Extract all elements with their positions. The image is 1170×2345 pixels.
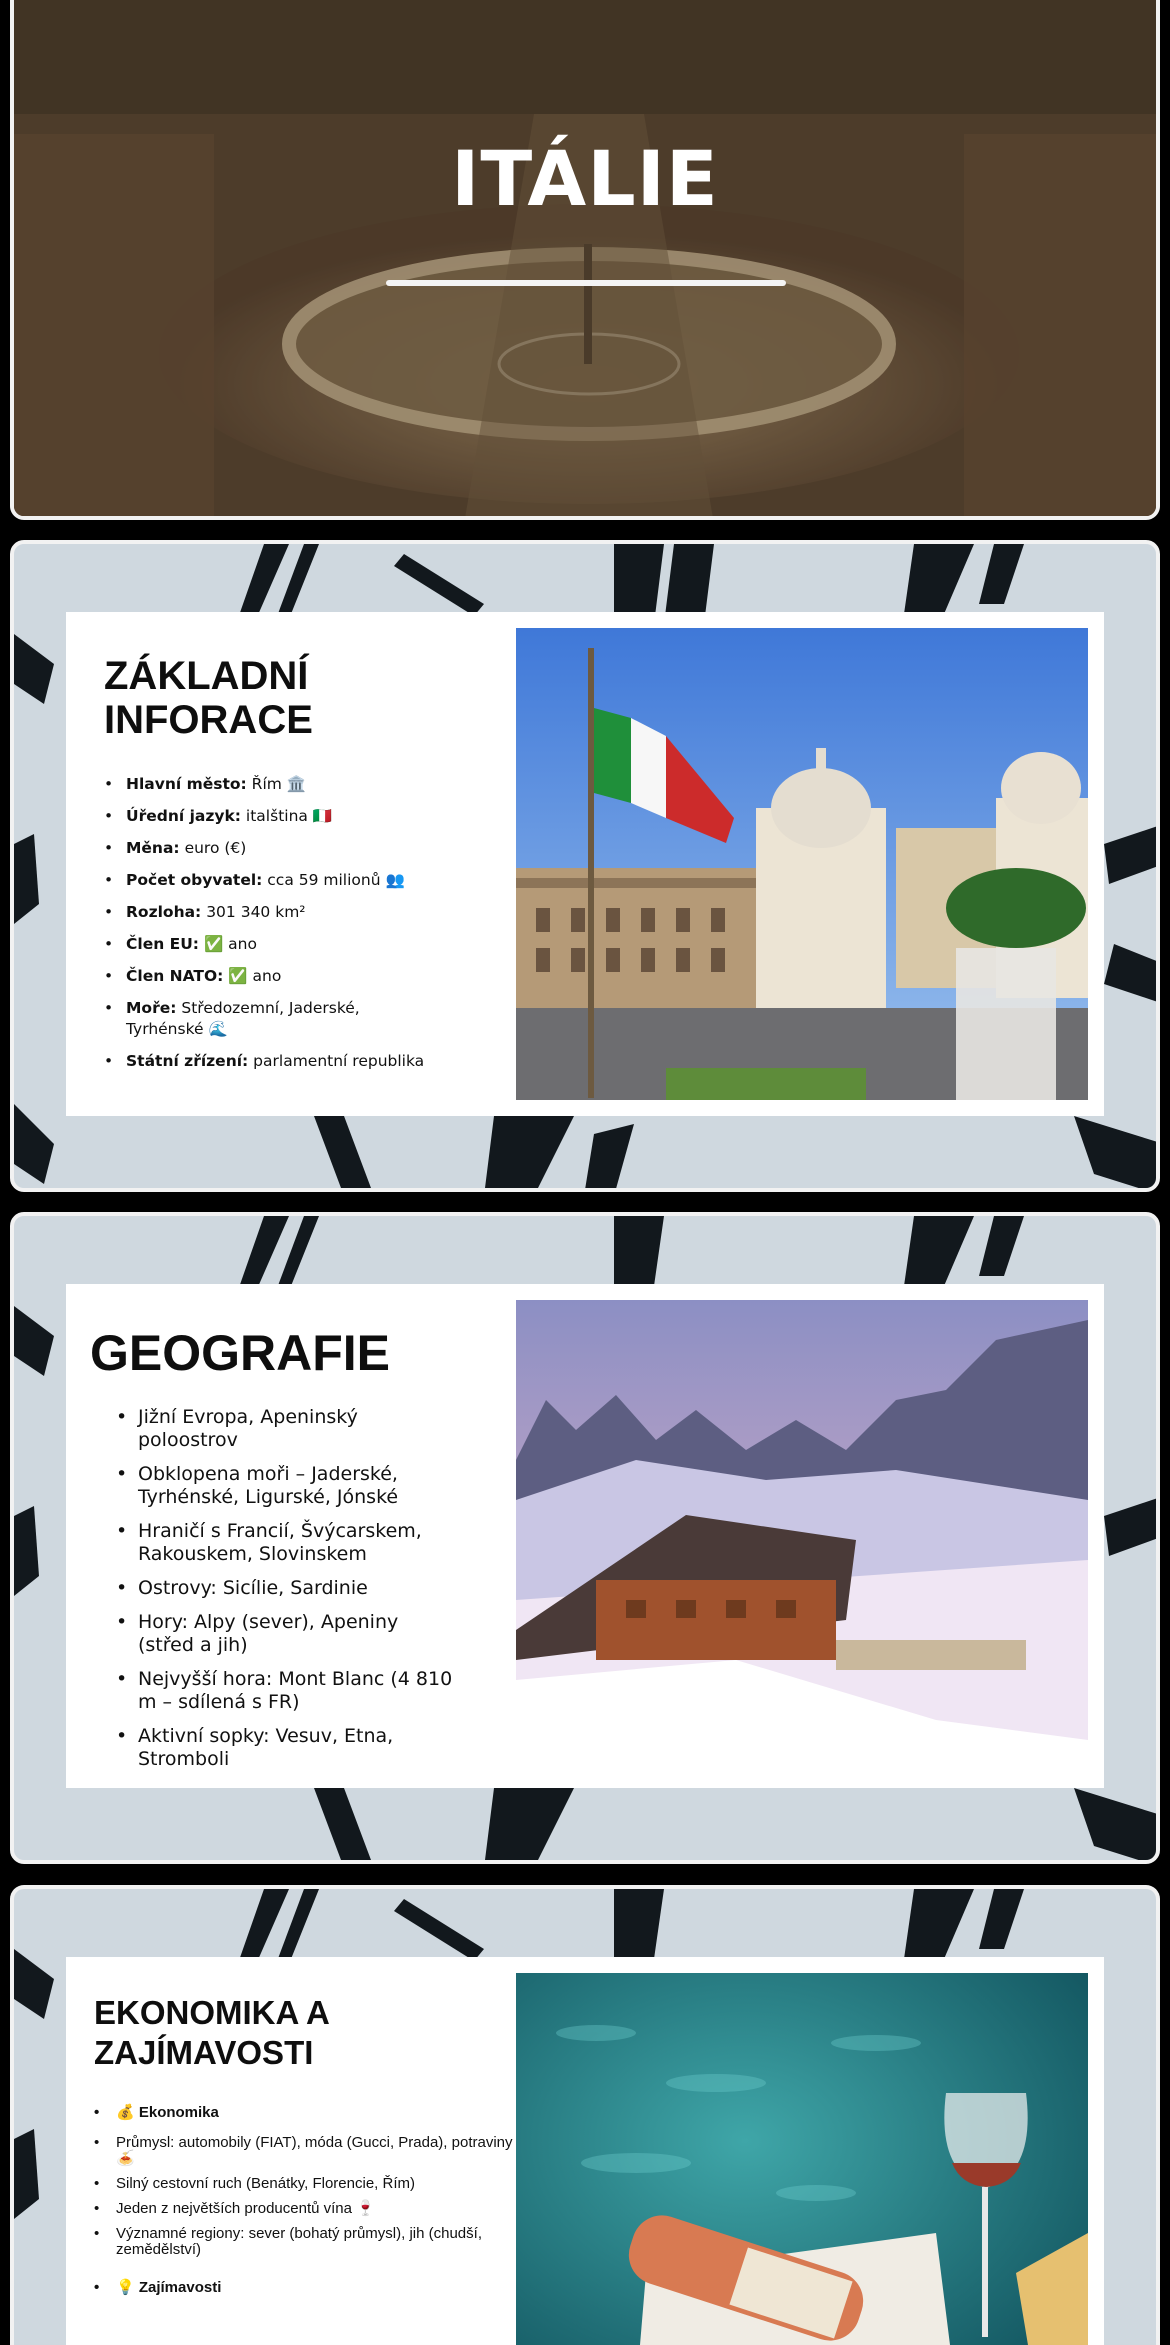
list-item (126, 966, 426, 987)
slide-title: ITÁLIE (451, 134, 719, 223)
section-title: GEOGRAFIE (90, 1325, 391, 1381)
content-card (66, 612, 1104, 1116)
subheading-economy: • 💰 Ekonomika (116, 2105, 516, 2121)
fact-value: Řím 🏛️ (246, 775, 307, 793)
wine-photo (516, 1973, 1088, 2345)
list-item (126, 774, 426, 795)
section-title-line2: ZAJÍMAVOSTI (94, 2034, 314, 2071)
fact-value: cca 59 milionů 👥 (262, 871, 405, 889)
list-item (126, 870, 426, 891)
dolomites-photo (516, 1300, 1088, 1772)
list-item: • Ostrovy: Sicílie, Sardinie (138, 1577, 458, 1600)
list-item (126, 902, 426, 923)
title-slide[interactable] (10, 0, 1160, 520)
list-item (126, 806, 426, 827)
section-title-line2: INFORACE (104, 698, 313, 742)
list-item (126, 998, 426, 1040)
list-item (126, 934, 426, 955)
section-title-line1: EKONOMIKA A (94, 1994, 330, 2031)
fact-label: Člen NATO: (126, 967, 224, 985)
list-item (126, 838, 426, 859)
fact-label: Hlavní město: (126, 775, 247, 793)
fact-list (116, 2105, 516, 2305)
fact-label: Rozloha: (126, 903, 202, 921)
fact-label: Moře: (126, 999, 177, 1017)
list-item (126, 1051, 426, 1072)
fact-value: Středozemní, Jaderské, Tyrhénské 🌊 (126, 999, 360, 1038)
section-title (104, 654, 313, 742)
fact-label: Člen EU: (126, 935, 200, 953)
fact-list (126, 774, 426, 1083)
fact-value: euro (€) (179, 839, 247, 857)
list-item: • Obklopena moři – Jaderské, Tyrhénské, Ligurské, Jónské (138, 1463, 458, 1509)
list-item: • Významné regiony: sever (bohatý průmysl), jih (chudší, zemědělství) (116, 2226, 516, 2258)
content-card (66, 1957, 1104, 2345)
economy-slide[interactable] (10, 1885, 1160, 2345)
list-item: • Jižní Evropa, Apeninský poloostrov (138, 1406, 458, 1452)
list-item: • Nejvyšší hora: Mont Blanc (4 810 m – sdílená s FR) (138, 1668, 458, 1714)
list-item: • Jeden z největších producentů vína 🍷 (116, 2201, 516, 2217)
fact-label: Státní zřízení: (126, 1052, 249, 1070)
fact-label: Počet obyvatel: (126, 871, 263, 889)
fact-label: Úřední jazyk: (126, 807, 241, 825)
list-item: • Hory: Alpy (sever), Apeniny (střed a jih) (138, 1611, 458, 1657)
list-item: • Průmysl: automobily (FIAT), móda (Gucci, Prada), potraviny 🍝 (116, 2135, 516, 2167)
list-item: • Silný cestovní ruch (Benátky, Florencie, Řím) (116, 2176, 516, 2192)
section-title-line1: ZÁKLADNÍ (104, 654, 309, 698)
fact-value: ✅ ano (223, 967, 282, 985)
basic-info-slide[interactable] (10, 540, 1160, 1192)
title-underline (386, 280, 786, 286)
list-item: • Aktivní sopky: Vesuv, Etna, Stromboli (138, 1725, 458, 1771)
rome-flag-photo (516, 628, 1088, 1100)
fact-value: 301 340 km² (201, 903, 306, 921)
rome-aerial-photo (14, 0, 1160, 520)
fact-value: italština 🇮🇹 (241, 807, 333, 825)
content-card (66, 1284, 1104, 1788)
fact-list (138, 1406, 458, 1782)
section-title (94, 1993, 330, 2073)
subheading-facts: • 💡 Zajímavosti (116, 2280, 516, 2296)
fact-value: ✅ ano (199, 935, 257, 953)
list-item: • Hraničí s Francií, Švýcarskem, Rakouskem, Slovinskem (138, 1520, 458, 1566)
fact-value: parlamentní republika (248, 1052, 425, 1070)
fact-label: Měna: (126, 839, 180, 857)
geography-slide[interactable] (10, 1212, 1160, 1864)
